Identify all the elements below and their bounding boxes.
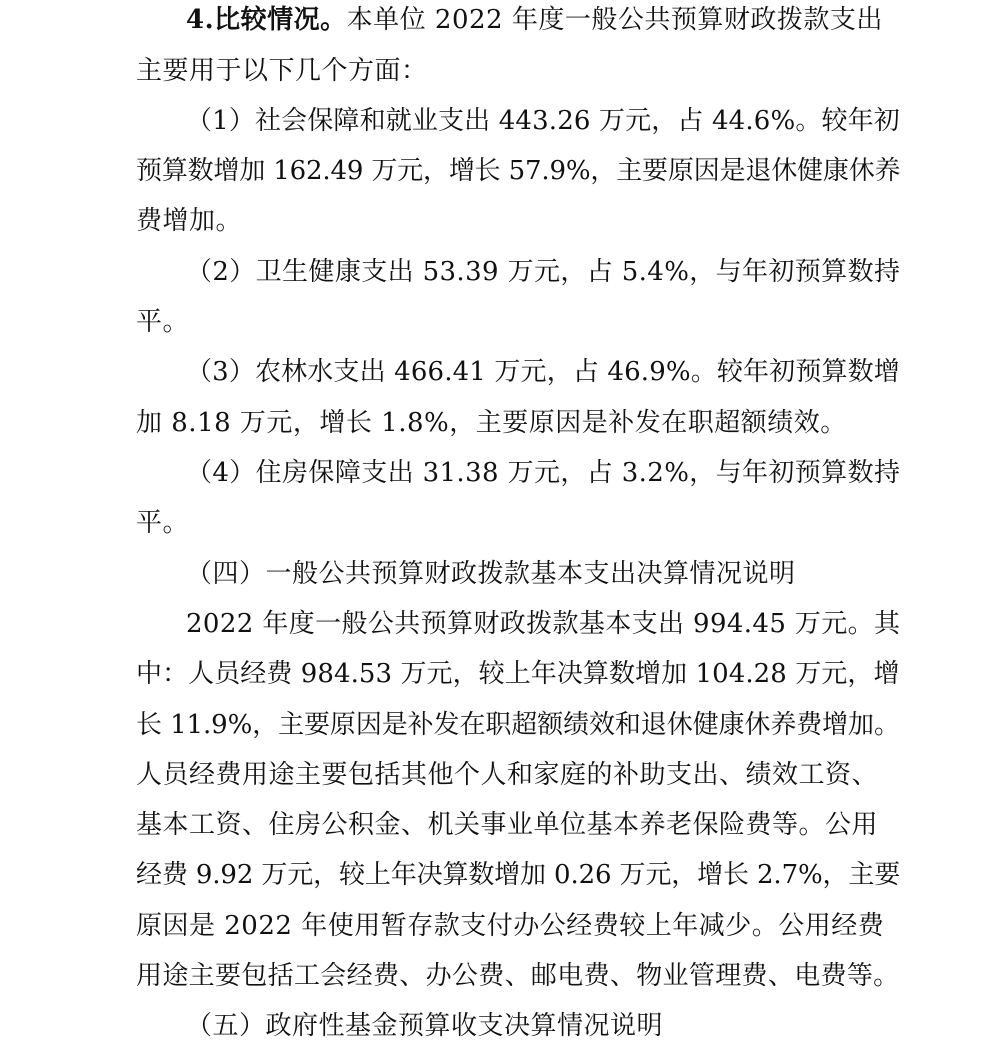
text-line: 2022 年度一般公共预算财政拨款基本支出 994.45 万元。其 (186, 609, 901, 639)
text-line: 用途主要包括工会经费、办公费、邮电费、物业管理费、电费等。 (136, 961, 900, 991)
text-line: 经费 9.92 万元，较上年决算数增加 0.26 万元，增长 2.7%，主要 (136, 860, 901, 890)
text-line: 人员经费用途主要包括其他个人和家庭的补助支出、绩效工资、 (136, 760, 879, 790)
text-line: 费增加。 (136, 206, 243, 236)
section-heading-government-fund: （五）政府性基金预算收支决算情况说明 (186, 1011, 664, 1041)
list-item-social-security: （1）社会保障和就业支出 443.26 万元，占 44.6%。较年初 (186, 106, 900, 136)
paragraph-comparison-heading (186, 0, 883, 40)
list-item-agriculture: （3）农林水支出 466.41 万元，占 46.9%。较年初预算数增 (186, 357, 900, 387)
text-line: 加 8.18 万元，增长 1.8%，主要原因是补发在职超额绩效。 (136, 408, 847, 438)
text-line: 中：人员经费 984.53 万元，较上年决算数增加 104.28 万元，增 (136, 659, 900, 689)
text-line: 基本工资、住房公积金、机关事业单位基本养老保险费等。公用 (136, 810, 879, 840)
list-item-health: （2）卫生健康支出 53.39 万元，占 5.4%，与年初预算数持 (186, 257, 901, 287)
text-line: 预算数增加 162.49 万元，增长 57.9%，主要原因是退休健康休养 (136, 156, 901, 186)
text-line: 平。 (136, 307, 190, 337)
text-line: 本单位 2022 年度一般公共预算财政拨款支出 (346, 5, 883, 35)
list-item-housing: （4）住房保障支出 31.38 万元，占 3.2%，与年初预算数持 (186, 458, 901, 488)
text-line: 长 11.9%，主要原因是补发在职超额绩效和退休健康休养费增加。 (136, 710, 900, 740)
text-line: 主要用于以下几个方面： (136, 56, 428, 86)
section-heading-basic-expenditure: （四）一般公共预算财政拨款基本支出决算情况说明 (186, 559, 796, 589)
text-line: 原因是 2022 年使用暂存款支付办公经费较上年减少。公用经费 (136, 911, 885, 941)
text-line: 平。 (136, 508, 190, 538)
section-lead: 4.比较情况。 (186, 5, 347, 35)
